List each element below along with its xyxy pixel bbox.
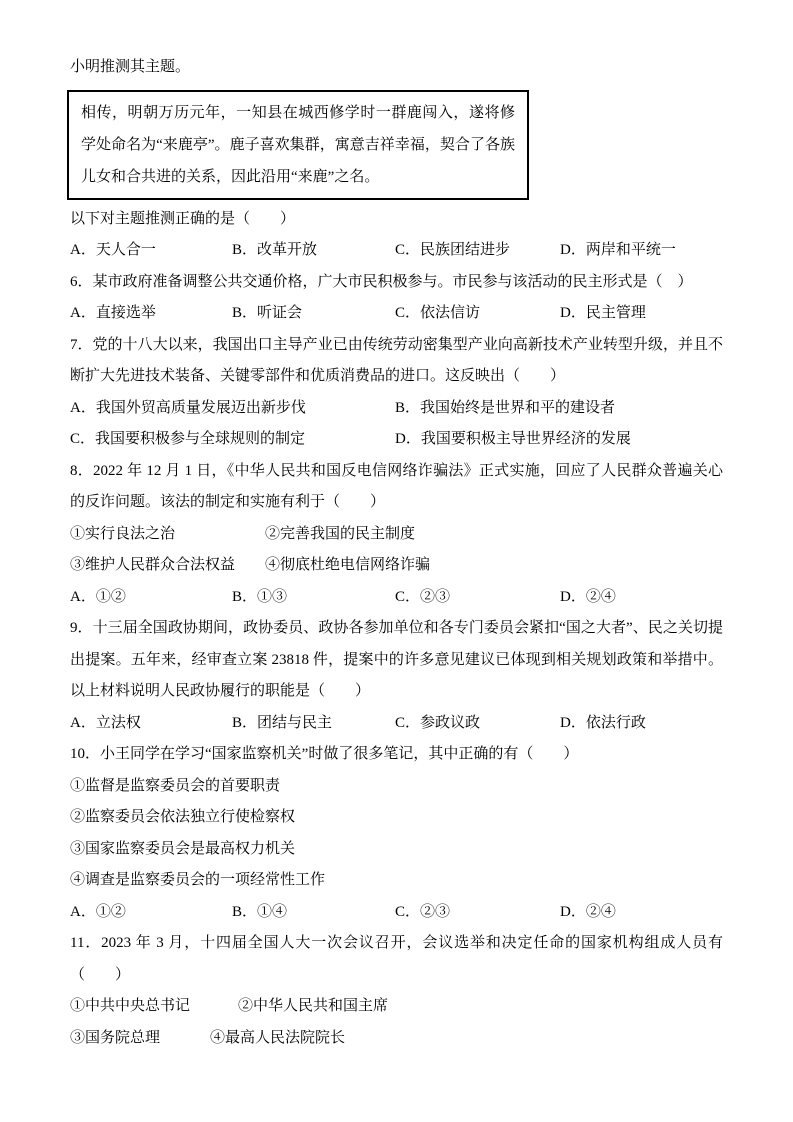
option-d: D．两岸和平统一 xyxy=(560,242,676,258)
question-8-items-row-2 xyxy=(70,550,723,582)
option-a: A．直接选举 xyxy=(70,305,156,321)
option-d: D．民主管理 xyxy=(560,305,646,321)
question-6 xyxy=(70,267,723,330)
question-10 xyxy=(70,739,723,928)
question-11-items-row-2 xyxy=(70,1023,723,1055)
question-7-options-row-2 xyxy=(70,424,723,456)
question-7-options-row-1 xyxy=(70,393,723,425)
intro-text: 小明推测其主题。 xyxy=(70,59,191,75)
question-5 xyxy=(70,204,723,267)
item-2: ②中华人民共和国主席 xyxy=(238,998,389,1014)
question-8-items-row-1 xyxy=(70,519,723,551)
option-b: B．改革开放 xyxy=(232,242,318,258)
option-b: B．听证会 xyxy=(232,305,303,321)
question-7-stem: 7．党的十八大以来，我国出口主导产业已由传统劳动密集型产业向高新技术产业转型升级，并且不断扩大先进技术装备、关键零部件和优质消费品的进口。这反映出（ ） xyxy=(70,336,723,384)
option-c: C．②③ xyxy=(395,903,451,920)
question-8 xyxy=(70,456,723,614)
option-c: C．民族团结进步 xyxy=(395,242,511,258)
item-1: ①中共中央总书记 xyxy=(70,998,191,1014)
option-a: A．立法权 xyxy=(70,714,141,731)
question-10-item-2: ②监察委员会依法独立行使检察权 xyxy=(70,809,296,825)
option-c: C．依法信访 xyxy=(395,305,481,321)
option-a: A．①② xyxy=(70,903,126,920)
question-10-item-1: ①监督是监察委员会的首要职责 xyxy=(70,777,281,794)
option-c: C．我国要积极参与全球规则的制定 xyxy=(70,431,306,447)
item-3: ③维护人民群众合法权益 xyxy=(70,557,236,573)
option-b: B．①③ xyxy=(232,588,288,605)
option-d: D．②④ xyxy=(560,903,616,920)
option-c: C．②③ xyxy=(395,588,451,605)
question-6-options xyxy=(70,298,723,330)
question-8-options xyxy=(70,582,723,614)
question-10-item-4: ④调查是监察委员会的一项经常性工作 xyxy=(70,872,326,888)
question-8-stem: 8．2022 年 12 月 1 日，《中华人民共和国反电信网络诈骗法》正式实施，回应了人民群众普遍关心的反诈问题。该法的制定和实施有利于（ ） xyxy=(70,462,723,510)
question-9-stem: 9．十三届全国政协期间，政协委员、政协各参加单位和各专门委员会紧扣“国之大者”、民之关切提出提案。五年来，经审查立案 23818 件，提案中的许多意见建议已体现到相关规划政策和举措中。以上材料说明人民政协履行的职能是（ ） xyxy=(70,620,723,699)
option-b: B．①④ xyxy=(232,903,288,920)
question-11 xyxy=(70,928,723,1054)
option-b: B．团结与民主 xyxy=(232,714,333,731)
question-9-options xyxy=(70,708,723,740)
question-6-stem: 6．某市政府准备调整公共交通价格，广大市民积极参与。市民参与该活动的民主形式是（ ） xyxy=(70,273,693,290)
question-11-stem: 11．2023 年 3 月，十四届全国人大一次会议召开，会议选举和决定任命的国家机构组成人员有（ ） xyxy=(70,935,723,983)
option-a: A．我国外贸高质量发展迈出新步伐 xyxy=(70,399,306,416)
question-10-options xyxy=(70,897,723,929)
item-4: ④最高人民法院院长 xyxy=(210,1029,346,1046)
passage-text: 相传，明朝万历元年，一知县在城西修学时一群鹿闯入，遂将修学处命名为“来鹿亭”。鹿子喜欢集群，寓意吉祥幸福，契合了各族儿女和合共进的关系，因此沿用“来鹿”之名。 xyxy=(81,104,515,185)
question-10-stem: 10．小王同学在学习“国家监察机关”时做了很多笔记，其中正确的有（ ） xyxy=(70,746,579,762)
option-a: A．天人合一 xyxy=(70,242,156,258)
option-d: D．依法行政 xyxy=(560,714,646,731)
question-5-prompt: 以下对主题推测正确的是（ ） xyxy=(70,210,296,227)
question-11-items-row-1 xyxy=(70,991,723,1023)
item-4: ④彻底杜绝电信网络诈骗 xyxy=(265,557,431,573)
option-d: D．②④ xyxy=(560,588,616,605)
question-9 xyxy=(70,613,723,739)
option-c: C．参政议政 xyxy=(395,714,481,731)
option-d: D．我国要积极主导世界经济的发展 xyxy=(395,431,631,447)
question-10-item-3: ③国家监察委员会是最高权力机关 xyxy=(70,840,296,857)
passage-box xyxy=(67,90,529,200)
item-1: ①实行良法之治 xyxy=(70,525,176,542)
option-a: A．①② xyxy=(70,588,126,605)
item-3: ③国务院总理 xyxy=(70,1029,161,1046)
option-b: B．我国始终是世界和平的建设者 xyxy=(395,399,616,416)
question-5-options xyxy=(70,235,723,267)
item-2: ②完善我国的民主制度 xyxy=(265,525,416,542)
question-7 xyxy=(70,330,723,456)
